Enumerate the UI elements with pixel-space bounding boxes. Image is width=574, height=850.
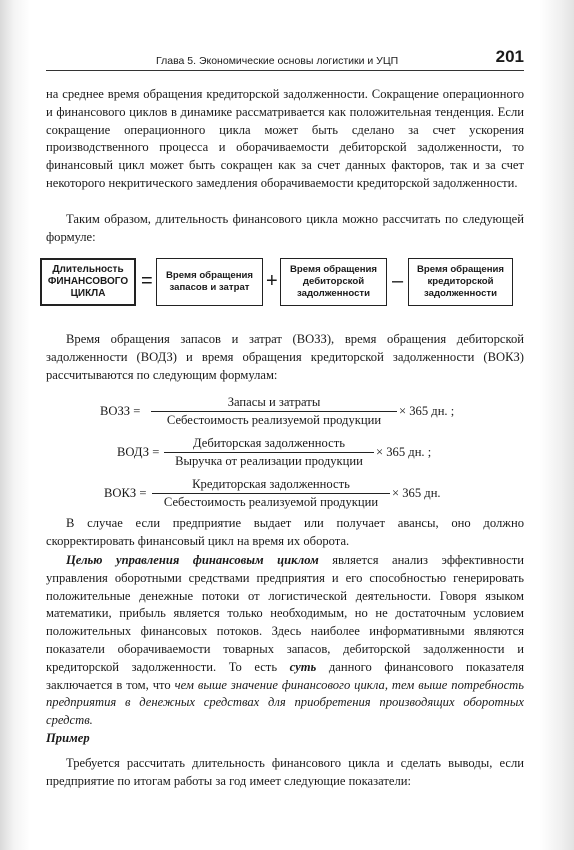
formula-numerator: Запасы и затраты bbox=[227, 395, 321, 409]
formula-fraction bbox=[152, 477, 390, 510]
formula-rhs: × 365 дн. ; bbox=[376, 445, 432, 459]
paragraph-1: на среднее время обращения кредиторской задолженности. Сокращение операционного и финансового циклов в динамике рассматривается как положительная тенденция. Если сокращение операционного цикла может быть сделано за счет ускорения производственного процесса и оборачиваемости дебиторской задолженности, то финансовый цикл может быть сокращен как за счет данных факторов, так и за счет некоторого некритического замедления оборачиваемости кредиторской задолженности. bbox=[46, 87, 524, 190]
formula-denominator: Себестоимость реализуемой продукции bbox=[152, 493, 390, 510]
formula-diagram bbox=[40, 258, 518, 308]
formula-lhs: ВОДЗ = bbox=[117, 445, 160, 459]
emphasis-conclusion: чем выше значение финансового цикла, тем выше потребность предприятия в денежных средствах для приобретения производящих оборотных средств. bbox=[46, 677, 524, 728]
paragraph-3: Время обращения запасов и затрат (ВОЗЗ), время обращения дебиторской задолженности (ВОДЗ) и время обращения кредиторской задолженности (ВОКЗ) рассчитываются по следующим формулам: bbox=[46, 332, 524, 382]
emphasis-lead: Целью управления финансовым циклом bbox=[66, 553, 319, 567]
minus-sign: – bbox=[392, 270, 404, 292]
header-rule bbox=[46, 70, 524, 71]
formula-rhs: × 365 дн. bbox=[392, 486, 441, 500]
formula-lhs: ВОКЗ = bbox=[104, 486, 147, 500]
box-inventory-time: Время обращения запасов и затрат bbox=[156, 258, 263, 306]
paragraph-5 bbox=[46, 552, 524, 730]
paragraph-6: Требуется рассчитать длительность финансового цикла и сделать выводы, если предприятие по итогам работы за год имеет следующие показатели: bbox=[46, 756, 524, 788]
formula-rhs: × 365 дн. ; bbox=[399, 404, 455, 418]
example-heading: Пример bbox=[46, 731, 90, 745]
formula-denominator: Себестоимость реализуемой продукции bbox=[151, 411, 397, 428]
formula-fraction bbox=[151, 395, 397, 428]
formula-numerator: Кредиторская задолженность bbox=[192, 477, 350, 491]
emphasis-essence: суть bbox=[289, 659, 317, 674]
paragraph-2: Таким образом, длительность финансового цикла можно рассчитать по следующей формуле: bbox=[46, 212, 524, 244]
box-receivables-time: Время обращения дебиторской задолженности bbox=[280, 258, 387, 306]
page-number: 201 bbox=[495, 47, 524, 66]
formula-fraction bbox=[164, 436, 374, 469]
paragraph-4: В случае если предприятие выдает или получает авансы, оно должно скорректировать финансовый цикл на время их оборота. bbox=[46, 516, 524, 548]
chapter-title: Глава 5. Экономические основы логистики и УЦП bbox=[156, 55, 399, 67]
box-payables-time: Время обращения кредиторской задолженности bbox=[408, 258, 513, 306]
paragraph-5-text-1: является анализ эффективности управления оборотными средствами предприятия и его способностью генерировать положительные денежные потоки от логистической деятельности. Говоря языком математики, прибыль является только необходимым, но не достаточным условием положительных финансовых потоков. Здесь наиболее информативными являются показатели оборачиваемости товарных запасов, дебиторской задолженности и кредиторской задолженности. То есть bbox=[46, 553, 524, 674]
formula-numerator: Дебиторская задолженность bbox=[193, 436, 345, 450]
box-financial-cycle: Длительность ФИНАНСОВОГО ЦИКЛА bbox=[40, 258, 136, 306]
formula-lhs: ВОЗЗ = bbox=[100, 404, 141, 418]
equals-sign: = bbox=[141, 270, 153, 292]
formula-denominator: Выручка от реализации продукции bbox=[164, 452, 374, 469]
page-header bbox=[46, 45, 524, 69]
paragraph-5-text-2: данного финансового показателя заключается в том, что bbox=[46, 659, 524, 692]
plus-sign: + bbox=[266, 270, 278, 292]
